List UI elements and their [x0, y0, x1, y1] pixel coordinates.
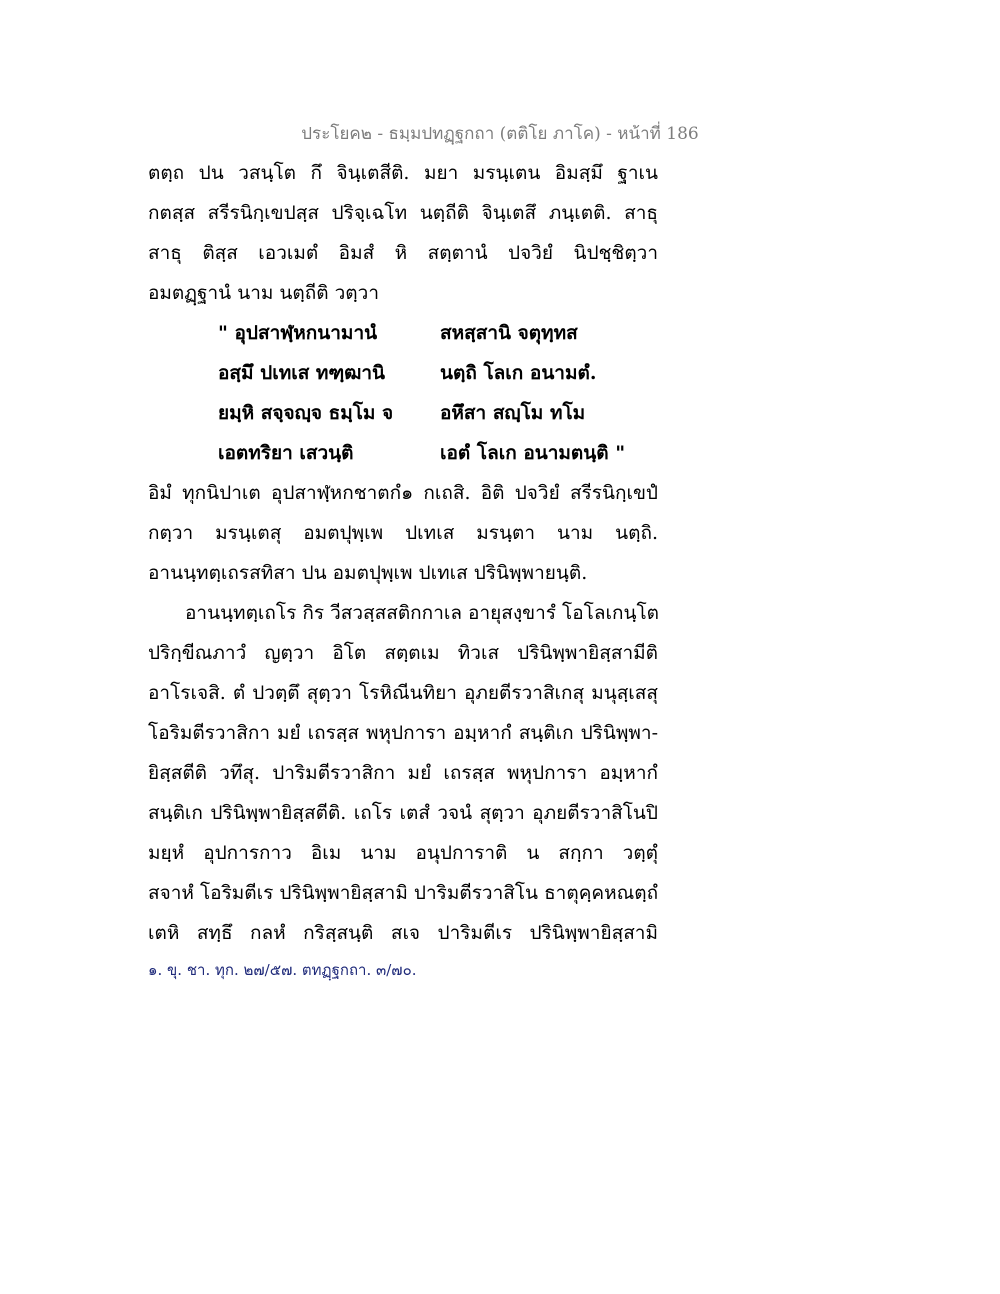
text-line: โอริมตีรวาสิกา มยํ เถรสฺส พหุปการา อมฺหากํ สนฺติเก ปรินิพฺพา-: [148, 722, 658, 744]
verse-line-first-half: " อุปสาฬฺหกนามานํ: [218, 322, 378, 344]
text-line: ปริกฺขีณภาวํ ญตฺวา อิโต สตฺตเม ทิวเส ปรินิพฺพายิสฺสามีติ: [148, 642, 658, 664]
text-line: ตตฺถ ปน วสนฺโต กึ จินฺเตสีติ. มยา มรนฺเตน อิมสฺมึ ฐาเน: [148, 162, 658, 184]
text-line: อานนฺทตฺเถรสทิสา ปน อมตปุพฺเพ ปเทเส ปรินิพฺพายนฺติ.: [148, 562, 588, 584]
verse-line-second-half: เอตํ โลเก อนามตนฺติ ": [440, 442, 626, 464]
text-line: อิมํ ทุกนิปาเต อุปสาฬฺหกชาตกํ๑ กเถสิ. อิติ ปจวิยํ สรีรนิกฺเขปํ: [148, 482, 658, 504]
verse-line-second-half: อหึสา สญฺโม ทโม: [440, 402, 586, 424]
text-line: สนฺติเก ปรินิพฺพายิสฺสตีติ. เถโร เตสํ วจนํ สุตฺวา อุภยตีรวาสิโนปิ: [148, 802, 658, 824]
text-line: อาโรเจสิ. ตํ ปวตฺตึ สุตฺวา โรหิณีนทิยา อุภยตีรวาสิเกสุ มนุสฺเสสุ: [148, 682, 658, 704]
text-line: อมตฏฺฐานํ นาม นตฺถีติ วตฺวา: [148, 282, 379, 304]
text-line: กตฺวา มรนฺเตสุ อมตปุพฺเพ ปเทเส มรนฺตา นาม นตฺถิ.: [148, 522, 658, 544]
text-line: อานนฺทตฺเถโร กิร วีสวสฺสสติกกาเล อายุสงฺขารํ โอโลเกนฺโต: [185, 602, 660, 624]
text-line: ยิสฺสตีติ วทึสุ. ปาริมตีรวาสิกา มยํ เถรสฺส พหุปการา อมฺหากํ: [148, 762, 658, 784]
verse-line-first-half: ยมฺหิ สจฺจญฺจ ธมฺโม จ: [218, 402, 394, 424]
verse-line-second-half: นตฺถิ โลเก อนามตํ.: [440, 362, 597, 384]
text-line: มยฺหํ อุปการกาว อิเม นาม อนุปการาติ น สกฺกา วตฺตุํ: [148, 842, 658, 864]
verse-line-second-half: สหสฺสานิ จตุทฺทส: [440, 322, 578, 344]
verse-line-first-half: เอตทริยา เสวนฺติ: [218, 442, 354, 464]
page-header: ประโยค๒ - ธมฺมปทฏฺฐกถา (ตติโย ภาโค) - หน้าที่ 186: [301, 124, 699, 144]
text-line: เตหิ สทฺธึ กลหํ กริสฺสนฺติ สเจ ปาริมตีเร ปรินิพฺพายิสฺสามิ: [148, 922, 658, 944]
text-line: สาธุ ติสฺส เอวเมตํ อิมสํ หิ สตฺตานํ ปจวิยํ นิปชฺชิตฺวา: [148, 242, 658, 264]
verse-line-first-half: อสฺมึ ปเทเส ทฑฺฒานิ: [218, 362, 386, 384]
text-line: กตสฺส สรีรนิกฺเขปสฺส ปริจฺเฉโท นตฺถีติ จินฺเตสึ ภนฺเตติ. สาธุ: [148, 202, 658, 224]
text-line: สจาหํ โอริมตีเร ปรินิพฺพายิสฺสามิ ปาริมตีรวาสิโน ธาตุคฺคหณตฺถํ: [148, 882, 659, 904]
footnote: ๑. ขุ. ชา. ทุก. ๒๗/๕๗. ตทฏฺฐกถา. ๓/๗๐.: [148, 961, 417, 979]
